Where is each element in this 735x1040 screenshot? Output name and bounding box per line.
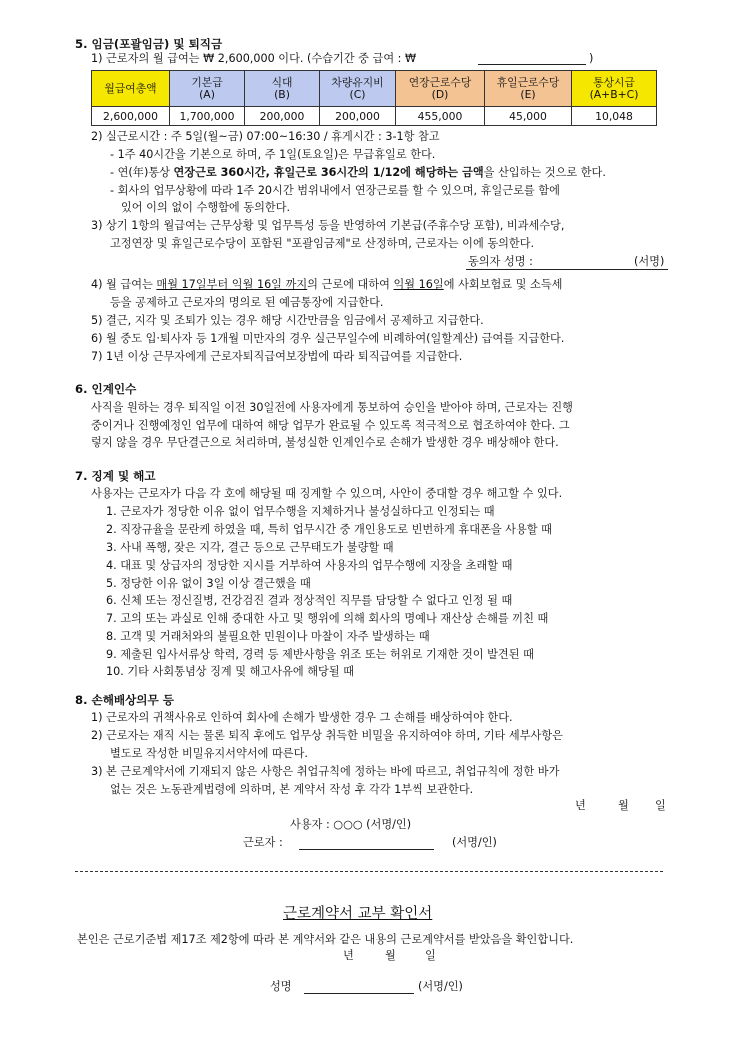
section-5-heading: 5. 임금(포괄임금) 및 퇴직금 <box>75 37 223 51</box>
discipline-intro: 사용자는 근로자가 다음 각 호에 해당될 때 징계할 수 있으며, 사안이 중대할 경우 해고할 수 있다. <box>91 487 563 500</box>
consent-name-label: 동의자 성명 : <box>468 255 533 268</box>
confirm-title: 근로계약서 교부 확인서 <box>283 906 433 922</box>
header-meal: 식대 (B) <box>245 71 320 107</box>
confirm-name-label: 성명 <box>270 980 292 993</box>
confirm-sign-label: (서명/인) <box>418 980 463 993</box>
damages-line-2: 2) 근로자는 재직 시는 물론 퇴직 후에도 업무상 취득한 비밀을 유지하여야 하며, 기타 세부사항은 <box>91 729 563 742</box>
handover-p2: 중이거나 진행예정인 업무에 대하여 해당 업무가 완료될 수 있도록 적극적으로 협조하여야 한다. 그 <box>91 419 570 432</box>
header-base: 기본급 (A) <box>170 71 245 107</box>
employee-sign-label: (서명/인) <box>452 836 497 849</box>
work-hours-note-3b: 있어 이의 없이 수행함에 동의한다. <box>121 201 291 214</box>
date-day: 일 <box>655 799 666 812</box>
consent-sign-label: (서명) <box>634 255 665 268</box>
confirm-text: 본인은 근로기준법 제17조 제2항에 따라 본 계약서와 같은 내용의 근로계약서를 받았음을 확인합니다. <box>77 933 574 946</box>
confirm-year: 년 <box>343 949 354 962</box>
employee-sign-line[interactable] <box>299 849 434 850</box>
inclusive-wage-line: 3) 상기 1항의 월급여는 근무상황 및 업무특성 등을 반영하여 기본급(주휴수당 포함), 비과세수당, <box>91 219 565 232</box>
header-total: 월급여총액 <box>92 71 170 107</box>
value-vehicle: 200,000 <box>320 107 396 126</box>
work-hours-line: 2) 실근로시간 : 주 5일(월~금) 07:00~16:30 / 휴게시간 : 3-1항 참고 <box>91 130 440 143</box>
pay-date-line-b: 등을 공제하고 근로자의 명의로 된 예금통장에 지급한다. <box>110 296 384 309</box>
value-total: 2,600,000 <box>92 107 170 126</box>
header-overtime: 연장근로수당 (D) <box>396 71 485 107</box>
discipline-item: 2. 직장규율을 문란케 하였을 때, 특히 업무시간 중 개인용도로 빈번하게 휴대폰을 사용할 때 <box>106 523 552 536</box>
work-hours-note-1: - 1주 40시간을 기본으로 하며, 주 1일(토요일)은 무급휴일로 한다. <box>110 148 436 161</box>
damages-line-2b: 별도로 작성한 비밀유지서약서에 따른다. <box>110 747 308 760</box>
discipline-item: 10. 기타 사회통념상 징계 및 해고사유에 해당될 때 <box>106 665 355 678</box>
value-meal: 200,000 <box>245 107 320 126</box>
damages-line-3: 3) 본 근로계약서에 기재되지 않은 사항은 취업규칙에 정하는 바에 따르고, 취업규칙에 정한 바가 <box>91 765 560 778</box>
discipline-item: 3. 사내 폭행, 잦은 지각, 결근 등으로 근무태도가 불량할 때 <box>106 541 394 554</box>
employee-label: 근로자 : <box>243 836 283 849</box>
header-hourly: 통상시급 (A+B+C) <box>572 71 657 107</box>
value-overtime: 455,000 <box>396 107 485 126</box>
section-6-heading: 6. 인계인수 <box>75 382 137 396</box>
date-year: 년 <box>575 799 586 812</box>
section-8-heading: 8. 손해배상의무 등 <box>75 693 174 707</box>
cut-line <box>75 871 663 872</box>
damages-line-3b: 없는 것은 노동관계법령에 의하며, 본 계약서 작성 후 각각 1부씩 보관한다. <box>110 783 474 796</box>
work-hours-note-2: - 연(年)통상 연장근로 360시간, 휴일근로 36시간의 1/12에 해당하는 금액을 산입하는 것으로 한다. <box>110 166 606 179</box>
discipline-item: 4. 대표 및 상급자의 정당한 지시를 거부하여 사용자의 업무수행에 지장을 초래할 때 <box>106 559 513 572</box>
probation-salary-blank[interactable] <box>478 64 586 65</box>
header-holiday: 휴일근로수당 (E) <box>485 71 572 107</box>
retirement-line: 7) 1년 이상 근무자에게 근로자퇴직급여보장법에 따라 퇴직급여를 지급한다. <box>91 350 463 363</box>
discipline-item: 5. 정당한 이유 없이 3일 이상 결근했을 때 <box>106 577 311 590</box>
date-month: 월 <box>618 799 629 812</box>
discipline-item: 6. 신체 또는 정신질병, 건강검진 결과 정상적인 직무를 담당할 수 없다고 인정 될 때 <box>106 594 513 607</box>
inclusive-wage-line-b: 고정연장 및 휴일근로수당이 포함된 "포괄임금제"로 산정하며, 근로자는 이에 동의한다. <box>110 237 535 250</box>
value-base: 1,700,000 <box>170 107 245 126</box>
salary-table <box>91 70 657 126</box>
work-hours-note-3: - 회사의 업무상황에 따라 1주 20시간 범위내에서 연장근로를 할 수 있으며, 휴일근로를 함에 <box>110 184 560 197</box>
value-hourly: 10,048 <box>572 107 657 126</box>
deduction-line: 5) 결근, 지각 및 조퇴가 있는 경우 해당 시간만큼을 임금에서 공제하고 지급한다. <box>91 314 484 327</box>
confirm-month: 월 <box>385 949 396 962</box>
employer-sign: 사용자 : ○○○ (서명/인) <box>290 818 412 831</box>
monthly-salary-line-end: ) <box>589 52 594 65</box>
monthly-salary-line: 1) 근로자의 월 급여는 ₩ 2,600,000 이다. (수습기간 중 급여 : ₩ <box>91 52 417 65</box>
prorate-line: 6) 월 중도 입·퇴사자 등 1개월 미만자의 경우 실근무일수에 비례하여(일할계산) 급여를 지급한다. <box>91 332 565 345</box>
section-7-heading: 7. 징계 및 해고 <box>75 469 156 483</box>
pay-date-line: 4) 월 급여는 매월 17일부터 익월 16일 까지의 근로에 대하여 익월 16일에 사회보험료 및 소득세 <box>91 278 563 291</box>
handover-p1: 사직을 원하는 경우 퇴직일 이전 30일전에 사용자에게 통보하여 승인을 받아야 하며, 근로자는 진행 <box>91 401 573 414</box>
damages-line-1: 1) 근로자의 귀책사유로 인하여 회사에 손해가 발생한 경우 그 손해를 배상하여야 한다. <box>91 711 513 724</box>
discipline-item: 8. 고객 및 거래처와의 불필요한 민원이나 마찰이 자주 발생하는 때 <box>106 630 430 643</box>
value-holiday: 45,000 <box>485 107 572 126</box>
header-vehicle: 차량유지비 (C) <box>320 71 396 107</box>
discipline-item: 9. 제출된 입사서류상 학력, 경력 등 제반사항을 위조 또는 허위로 기재한 것이 발견된 때 <box>106 648 534 661</box>
confirm-day: 일 <box>425 949 436 962</box>
discipline-item: 7. 고의 또는 과실로 인해 중대한 사고 및 행위에 의해 회사의 명예나 재산상 손해를 끼친 때 <box>106 612 549 625</box>
consent-sign-line[interactable] <box>466 269 668 270</box>
handover-p3: 렇지 않을 경우 무단결근으로 처리하며, 불성실한 인계인수로 손해가 발생한 경우 배상해야 한다. <box>91 436 559 449</box>
discipline-item: 1. 근로자가 정당한 이유 없이 업무수행을 지체하거나 불성실하다고 인정되는 때 <box>106 505 495 518</box>
confirm-name-line[interactable] <box>304 993 414 994</box>
